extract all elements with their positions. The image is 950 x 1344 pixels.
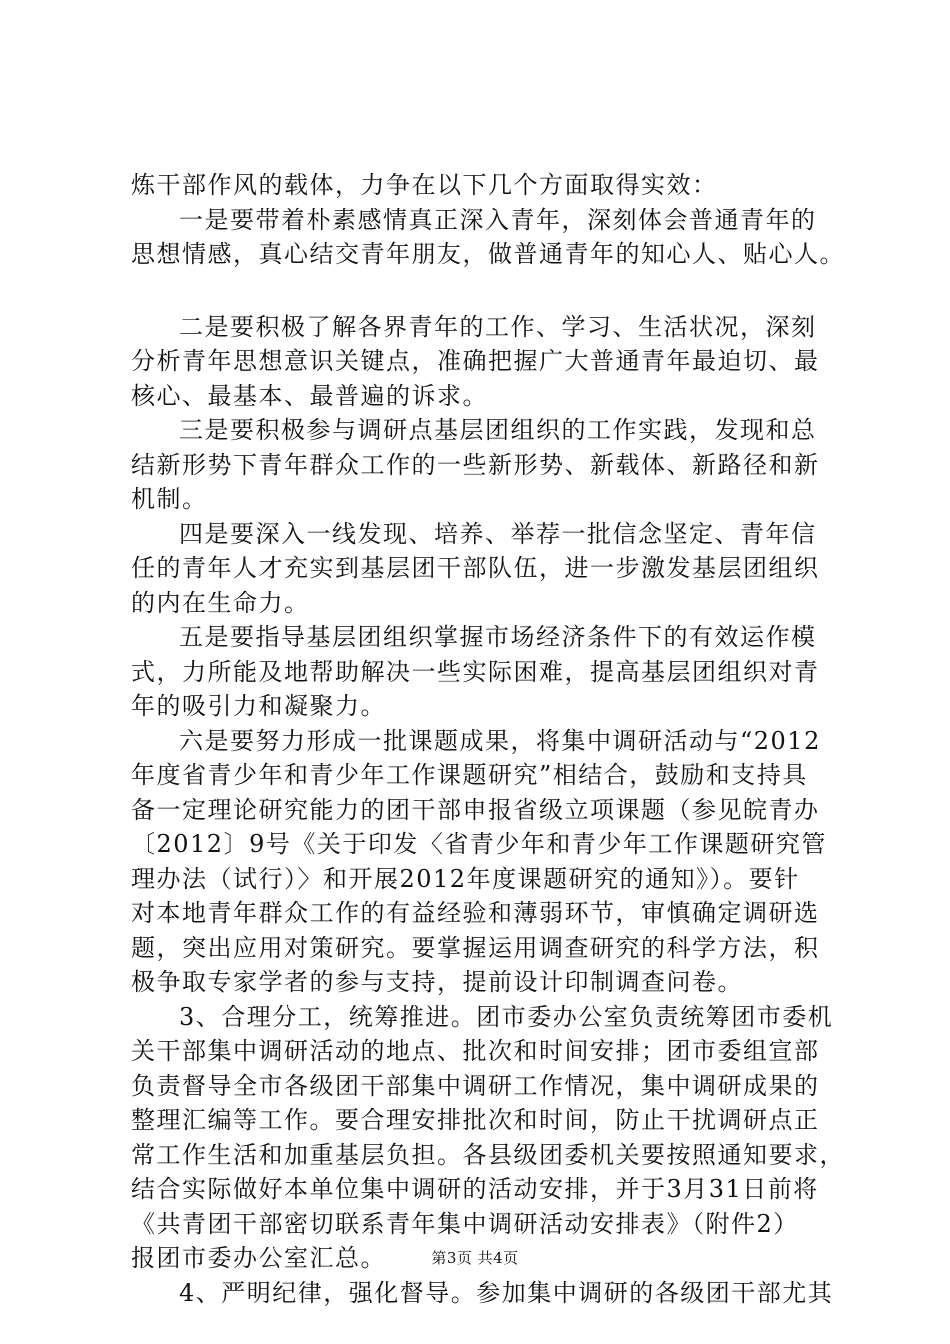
- body-line: 极争取专家学者的参与支持，提前设计印制调查问卷。: [131, 968, 743, 996]
- body-line: 核心、最基本、最普遍的诉求。: [131, 381, 488, 410]
- body-line: 年度省青少年和青少年工作课题研究”相结合，鼓励和支持具: [131, 761, 808, 789]
- body-line: 〔2012〕9号《关于印发〈省青少年和青少年工作课题研究管: [131, 830, 827, 858]
- body-line: 年的吸引力和凝聚力。: [131, 692, 386, 720]
- body-line: 结新形势下青年群众工作的一些新形势、新载体、新路径和新: [131, 450, 820, 479]
- body-line: 备一定理论研究能力的团干部申报省级立项课题（参见皖青办: [131, 795, 820, 824]
- body-line: 4、严明纪律，强化督导。参加集中调研的各级团干部尤其: [179, 1278, 834, 1307]
- body-line: 常工作生活和加重基层负担。各县级团委机关要按照通知要求，: [131, 1140, 845, 1169]
- body-line: 六是要努力形成一批课题成果，将集中调研活动与“2012: [179, 726, 821, 755]
- body-line: 式，力所能及地帮助解决一些实际困难，提高基层团组织对青: [131, 657, 820, 686]
- body-line: 五是要指导基层团组织掌握市场经济条件下的有效运作模: [179, 623, 817, 651]
- body-line: 任的青年人才充实到基层团干部队伍，进一步激发基层团组织: [131, 554, 820, 582]
- body-line: 四是要深入一线发现、培养、举荐一批信念坚定、青年信: [179, 519, 817, 548]
- body-line: 对本地青年群众工作的有益经验和薄弱环节，审慎确定调研选: [131, 899, 820, 927]
- body-line: 理办法（试行）〉和开展2012年度课题研究的通知》）。要针: [131, 864, 800, 893]
- paragraph-gap: [131, 272, 831, 310]
- body-line: 结合实际做好本单位集中调研的活动安排，并于3月31日前将: [131, 1175, 819, 1203]
- body-line: 3、合理分工，统筹推进。团市委办公室负责统筹团市委机: [179, 1002, 834, 1031]
- document-body: [131, 168, 845, 1310]
- body-line: 题，突出应用对策研究。要掌握运用调查研究的科学方法，积: [131, 933, 820, 962]
- body-line: 一是要带着朴素感情真正深入青年，深刻体会普通青年的: [179, 205, 817, 234]
- body-line: 三是要积极参与调研点基层团组织的工作实践，发现和总: [179, 416, 817, 444]
- body-line: 的内在生命力。: [131, 588, 310, 617]
- body-line: 整理汇编等工作。要合理安排批次和时间，防止干扰调研点正: [131, 1106, 820, 1134]
- body-line: 关干部集中调研活动的地点、批次和时间安排；团市委组宣部: [131, 1037, 820, 1065]
- body-line: 报团市委办公室汇总。: [131, 1244, 386, 1272]
- body-line: 机制。: [131, 485, 208, 513]
- body-line: 《共青团干部密切联系青年集中调研活动安排表》（附件2）: [131, 1209, 799, 1238]
- body-line: 思想情感，真心结交青年朋友，做普通青年的知心人、贴心人。: [131, 240, 845, 268]
- body-line: 二是要积极了解各界青年的工作、学习、生活状况，深刻: [179, 312, 817, 341]
- body-line: 负责督导全市各级团干部集中调研工作情况，集中调研成果的: [131, 1071, 820, 1100]
- body-line: 炼干部作风的载体，力争在以下几个方面取得实效：: [131, 171, 718, 199]
- page-number-footer: 第3页 共4页: [431, 1249, 519, 1267]
- body-line: 分析青年思想意识关键点，准确把握广大普通青年最迫切、最: [131, 347, 820, 375]
